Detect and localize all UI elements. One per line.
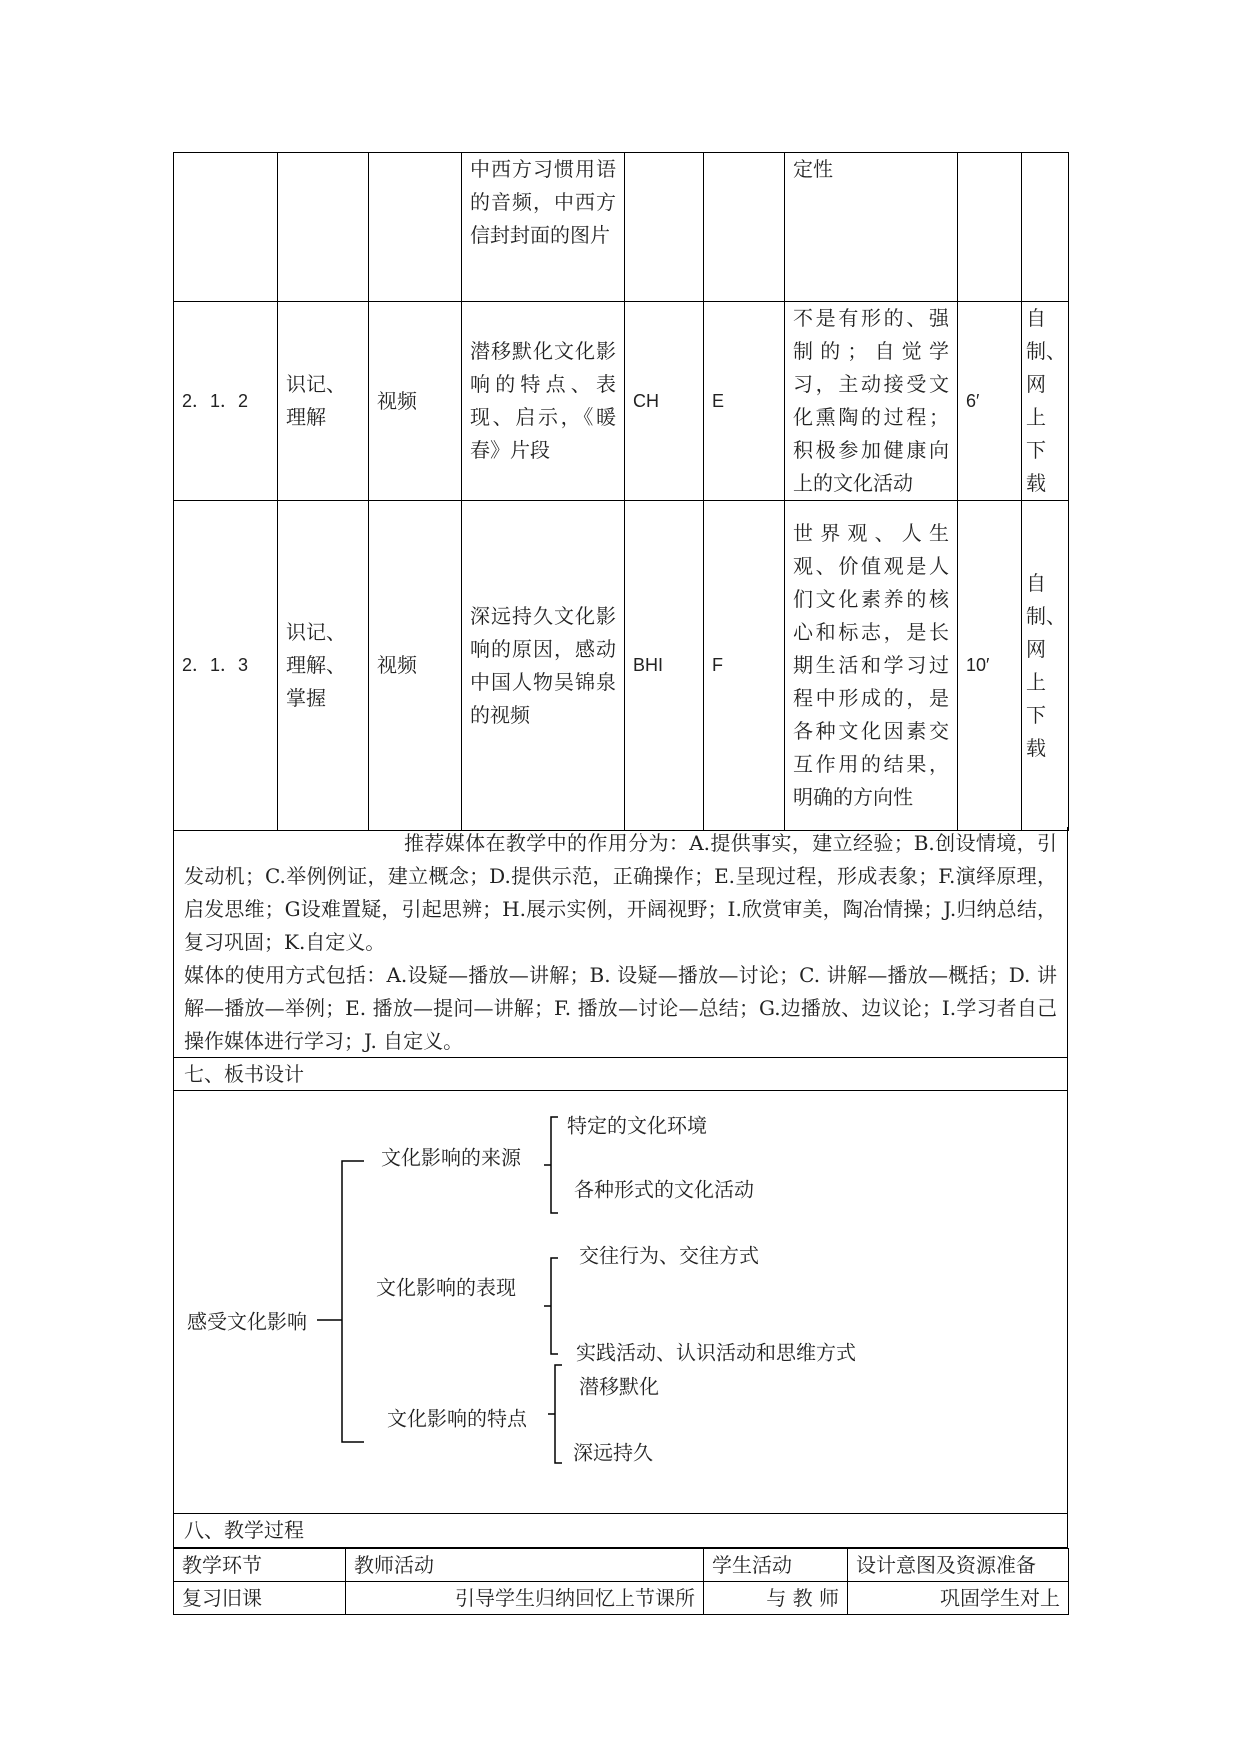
cell-time: 6′ [958, 302, 1022, 501]
main-bracket [342, 1161, 364, 1442]
cell-id: 2．1．2 [174, 302, 278, 501]
cell-intent: 巩固学生对上 [848, 1582, 1069, 1615]
cell-source [1022, 153, 1069, 302]
expression-bracket [544, 1258, 558, 1354]
cell-level [278, 153, 369, 302]
cell-source: 自制、网上下载 [1022, 302, 1069, 501]
table-row [174, 501, 1069, 831]
header-stage: 教学环节 [174, 1549, 346, 1582]
table-row [174, 153, 1069, 302]
media-notes [173, 827, 1068, 1058]
header-teacher: 教师活动 [346, 1549, 704, 1582]
cell-id: 2．1．3 [174, 501, 278, 831]
branch-item: 各种形式的文化活动 [574, 1177, 754, 1202]
branch-item: 实践活动、认识活动和思维方式 [576, 1340, 856, 1365]
branch-item: 特定的文化环境 [567, 1113, 707, 1138]
cell-time [958, 153, 1022, 302]
cell-conclusion: 世界观、人生观、价值观是人们文化素养的核心和标志，是长期生活和学习过程中形成的，是各种文化因素交互作用的结果，明确的方向性 [785, 501, 958, 831]
cell-conclusion: 不是有形的、强制的；自觉学习，主动接受文化熏陶的过程；积极参加健康向上的文化活动 [785, 302, 958, 501]
media-table [173, 152, 1069, 831]
process-table [173, 1548, 1069, 1615]
cell-stage: 复习旧课 [174, 1582, 346, 1615]
cell-id [174, 153, 278, 302]
table-header-row [174, 1549, 1069, 1582]
cell-time: 10′ [958, 501, 1022, 831]
cell-role [625, 153, 704, 302]
cell-media-type [369, 153, 462, 302]
cell-usage: F [704, 501, 785, 831]
process-heading: 八、教学过程 [173, 1514, 1068, 1548]
cell-usage [704, 153, 785, 302]
cell-content: 深远持久文化影响的原因，感动中国人物吴锦泉的视频 [462, 501, 625, 831]
cell-usage: E [704, 302, 785, 501]
cell-student: 与 教 师 [704, 1582, 848, 1615]
cell-content: 潜移默化文化影响的特点、表现、启示，《暖春》片段 [462, 302, 625, 501]
cell-media-type: 视频 [369, 302, 462, 501]
table-row [174, 1582, 1069, 1615]
cell-teacher: 引导学生归纳回忆上节课所 [346, 1582, 704, 1615]
header-intent: 设计意图及资源准备 [848, 1549, 1069, 1582]
feature-bracket [548, 1365, 562, 1463]
board-design [173, 1091, 1068, 1514]
cell-source: 自制、网上下载 [1022, 501, 1069, 831]
cell-role: BHI [625, 501, 704, 831]
branch-feature: 文化影响的特点 [387, 1406, 527, 1431]
cell-role: CH [625, 302, 704, 501]
cell-media-type: 视频 [369, 501, 462, 831]
branch-item: 深远持久 [573, 1440, 653, 1465]
cell-content: 中西方习惯用语的音频，中西方信封封面的图片 [462, 153, 625, 302]
board-root: 感受文化影响 [187, 1309, 307, 1334]
media-roles-note: 推荐媒体在教学中的作用分为：A.提供事实，建立经验；B.创设情境，引发动机；C.举例例证，建立概念；D.提供示范，正确操作；E.呈现过程，形成表象；F.演绎原理，启发思维；G设难置疑，引起思辨；H.展示实例，开阔视野；I.欣赏审美，陶冶情操；J.归纳总结，复习巩固；K.自定义。 [184, 831, 1057, 954]
source-bracket [544, 1117, 558, 1213]
branch-source: 文化影响的来源 [381, 1145, 521, 1170]
branch-item: 潜移默化 [579, 1374, 659, 1399]
branch-item: 交往行为、交往方式 [579, 1243, 759, 1268]
cell-level: 识记、理解、掌握 [278, 501, 369, 831]
board-heading: 七、板书设计 [173, 1058, 1068, 1091]
table-row [174, 302, 1069, 501]
cell-level: 识记、理解 [278, 302, 369, 501]
header-student: 学生活动 [704, 1549, 848, 1582]
cell-conclusion: 定性 [785, 153, 958, 302]
branch-expression: 文化影响的表现 [376, 1275, 516, 1300]
media-usage-note: 媒体的使用方式包括：A.设疑—播放—讲解；B. 设疑—播放—讨论；C. 讲解—播放—概括；D. 讲解—播放—举例；E. 播放—提问—讲解；F. 播放—讨论—总结；G.边播放、边议论；I.学习者自己操作媒体进行学习；J. 自定义。 [184, 963, 1057, 1053]
